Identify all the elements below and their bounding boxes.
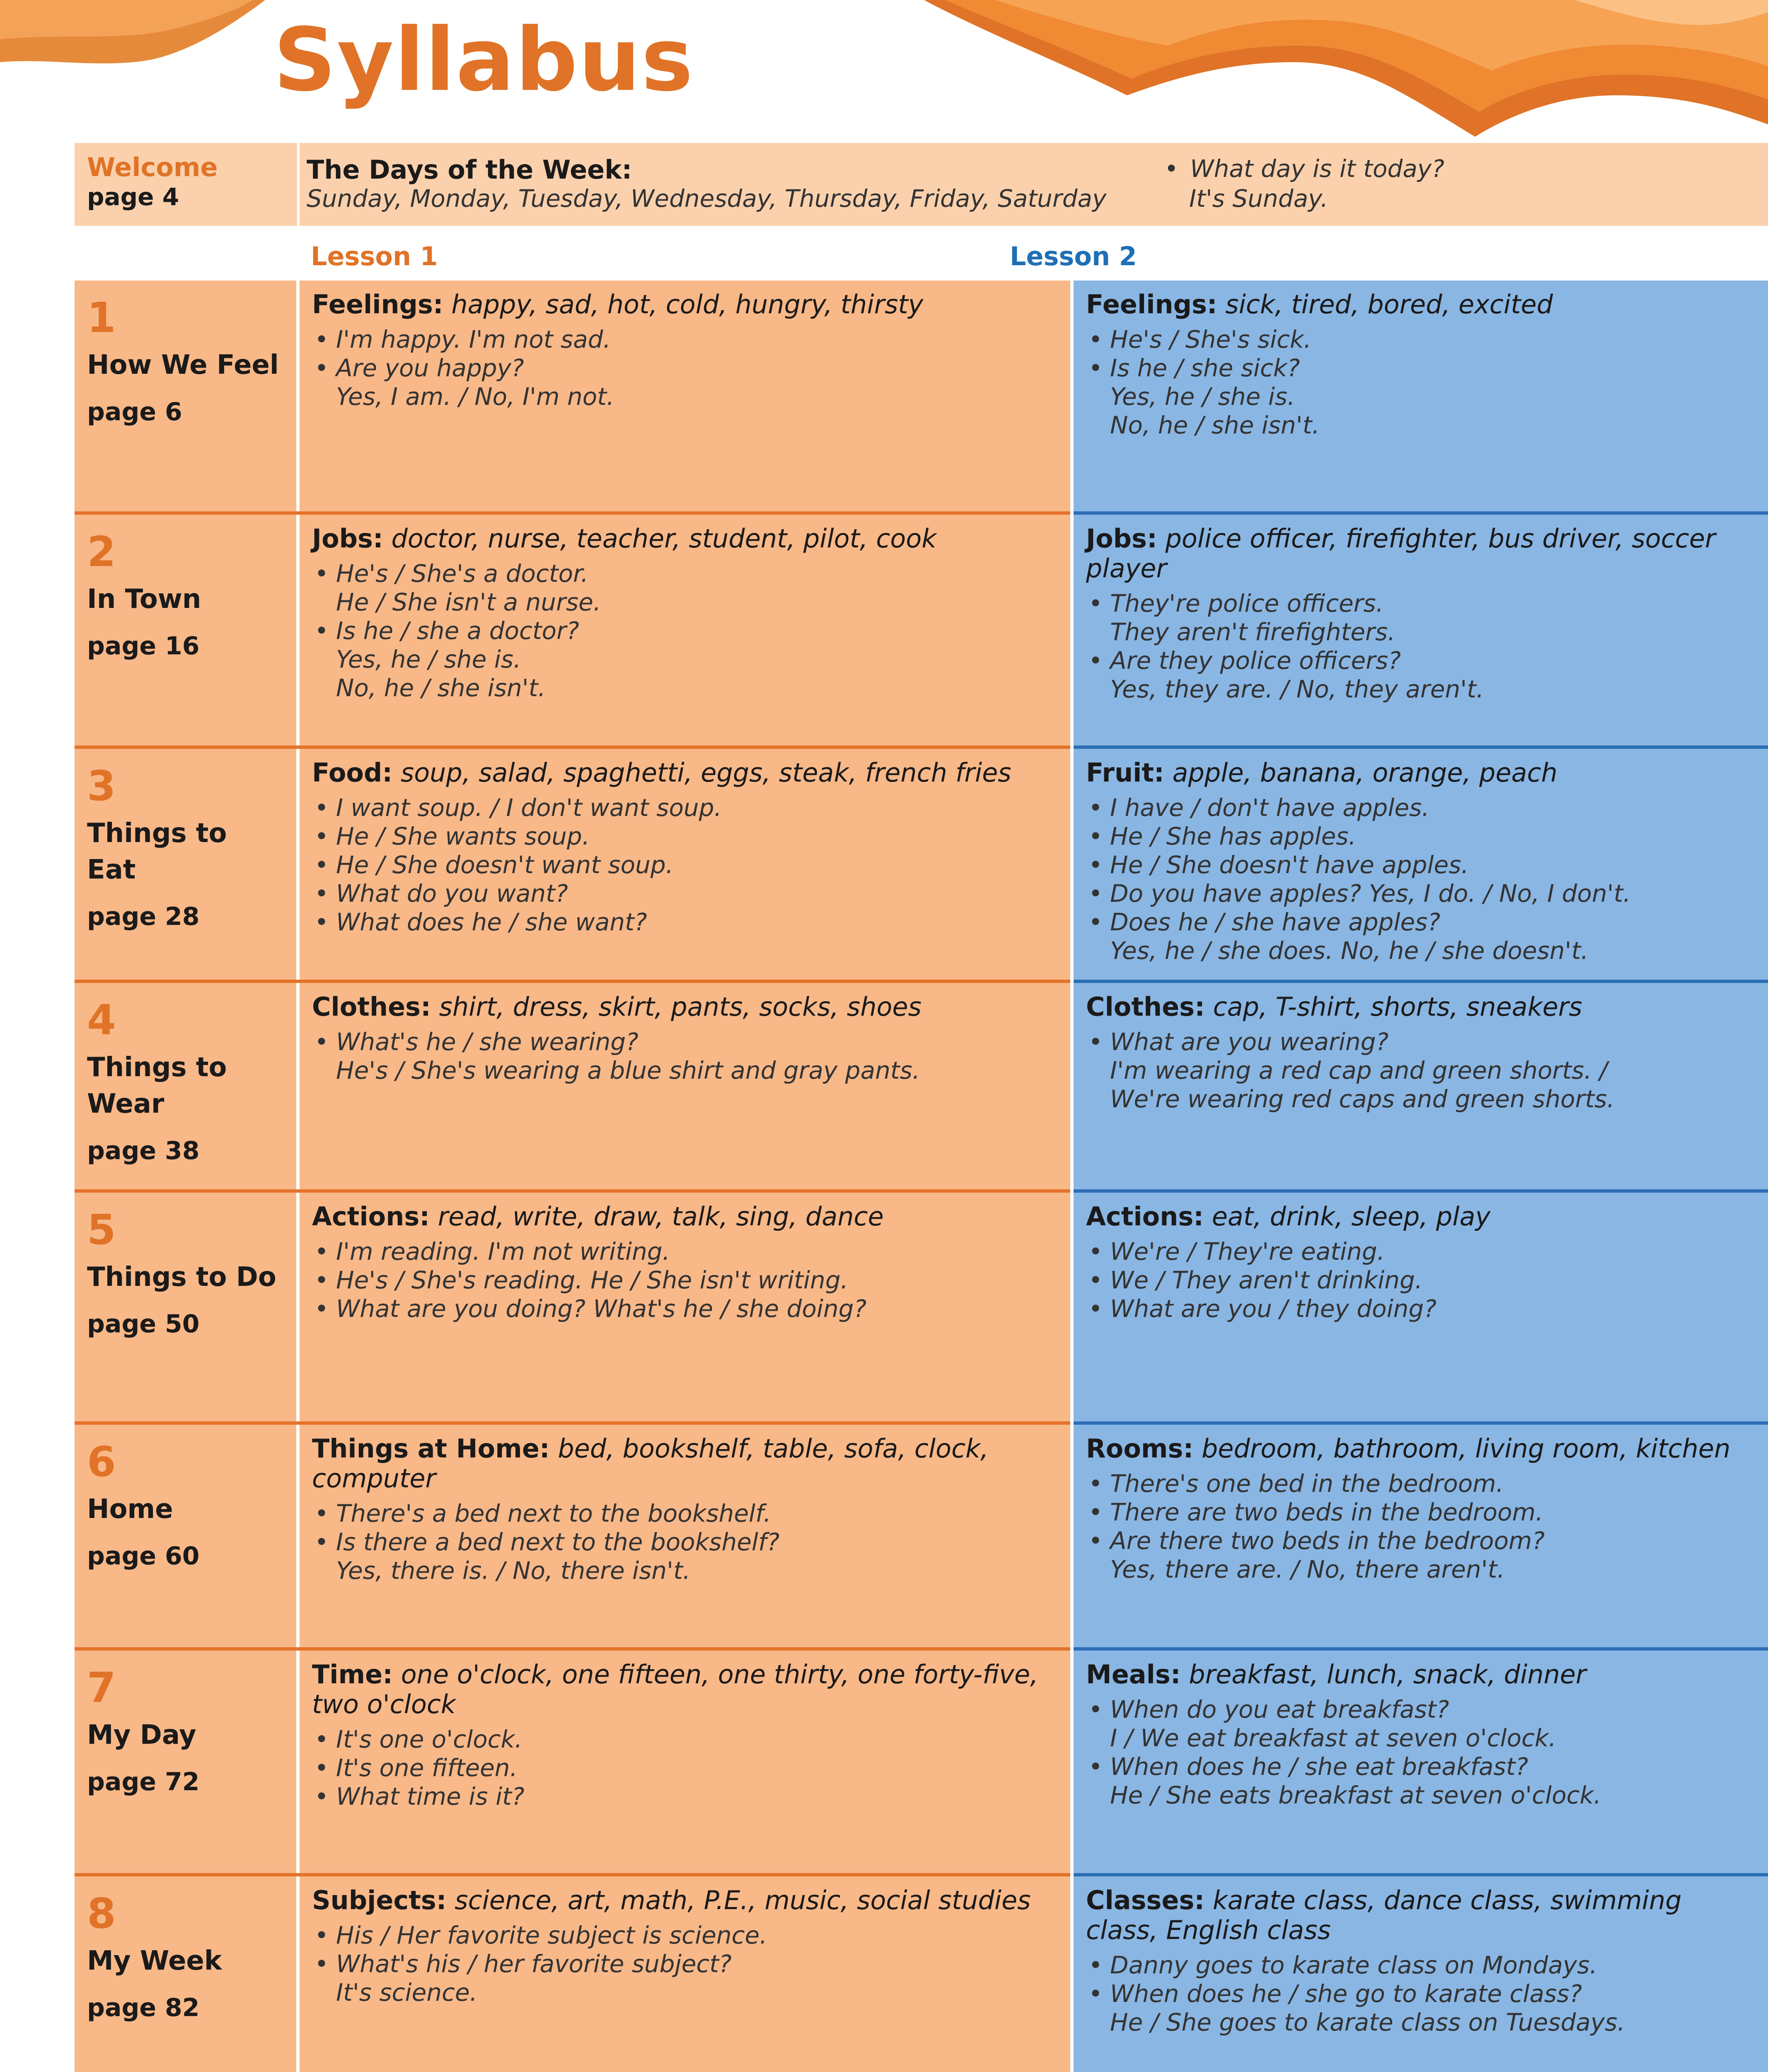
bullet-icon: • <box>314 1950 329 1978</box>
language-item <box>1086 879 1756 908</box>
language-line: We / They aren't drinking. <box>1110 1266 1423 1294</box>
lesson1-cell <box>300 749 1070 980</box>
language-item <box>312 559 1058 617</box>
unit-page: page 72 <box>87 1767 200 1796</box>
language-item <box>312 794 1058 822</box>
lesson1-cell <box>300 1425 1070 1647</box>
language-line: He's / She's sick. <box>1110 325 1311 353</box>
language-line: Is he / she a doctor? <box>336 617 579 645</box>
unit-title: My Day <box>87 1720 196 1750</box>
row-divider <box>1074 746 1768 749</box>
lesson1-cell <box>300 1651 1070 1873</box>
page-title: Syllabus <box>273 9 694 111</box>
language-item <box>312 354 1058 411</box>
language-line: He / She wants soup. <box>336 822 590 850</box>
lesson2-header: Lesson 2 <box>1010 241 1137 271</box>
language-item <box>312 1266 1058 1295</box>
language-line: He / She goes to karate class on Tuesdays. <box>1110 2008 1625 2036</box>
language-line: Yes, he / she is. <box>336 645 521 673</box>
language-item <box>1086 354 1756 440</box>
bullet-icon: • <box>314 1725 329 1753</box>
language-line: Yes, there are. / No, there aren't. <box>1110 1555 1505 1583</box>
row-divider <box>1074 980 1768 983</box>
language-line: It's one fifteen. <box>336 1754 518 1782</box>
language-item <box>312 908 1058 937</box>
language-line: What are you doing? What's he / she doing? <box>336 1295 867 1323</box>
welcome-topic-label: The Days of the Week: <box>307 155 632 185</box>
unit-page: page 6 <box>87 397 182 426</box>
row-divider <box>75 980 1070 983</box>
language-item <box>312 822 1058 851</box>
language-list <box>312 1028 1058 1085</box>
language-line: He / She has apples. <box>1110 822 1356 850</box>
vocab-label: Rooms: <box>1086 1433 1194 1464</box>
vocab-heading <box>1086 524 1756 583</box>
vocab-label: Actions: <box>312 1201 430 1232</box>
language-line: Are there two beds in the bedroom? <box>1110 1527 1545 1555</box>
vocab-words: bed, bookshelf, table, sofa, clock, computer <box>312 1433 989 1493</box>
vocab-label: Feelings: <box>312 289 443 320</box>
language-line: They aren't firefighters. <box>1110 618 1396 646</box>
bullet-icon: • <box>314 1921 329 1949</box>
vocab-heading <box>312 1660 1058 1719</box>
welcome-answer: It's Sunday. <box>1189 184 1328 213</box>
bullet-icon: • <box>314 794 329 822</box>
unit-info-cell <box>75 1651 296 1873</box>
language-line: What time is it? <box>336 1782 525 1811</box>
welcome-question: • What day is it today? <box>1164 155 1444 183</box>
language-line: He's / She's reading. He / She isn't writing. <box>336 1266 849 1294</box>
unit-page: page 28 <box>87 902 200 931</box>
bullet-icon: • <box>314 354 329 382</box>
lesson2-cell <box>1074 515 1768 746</box>
vocab-heading <box>312 524 1058 554</box>
language-item <box>1086 589 1756 646</box>
language-item <box>1086 1469 1756 1498</box>
language-line: I'm reading. I'm not writing. <box>336 1237 670 1266</box>
bullet-icon: • <box>1088 1295 1103 1323</box>
vocab-words: police officer, firefighter, bus driver, soccer player <box>1086 523 1716 583</box>
vocab-label: Things at Home: <box>312 1433 550 1464</box>
language-item <box>312 325 1058 354</box>
welcome-days: Sunday, Monday, Tuesday, Wednesday, Thursday, Friday, Saturday <box>307 184 1107 213</box>
bullet-icon: • <box>314 1528 329 1556</box>
bullet-icon: • <box>1088 1266 1103 1294</box>
unit-number: 6 <box>87 1438 116 1486</box>
lesson2-cell <box>1074 749 1768 980</box>
language-line: When does he / she eat breakfast? <box>1110 1752 1529 1781</box>
unit-title: How We Feel <box>87 350 279 380</box>
unit-info-cell <box>75 515 296 746</box>
bullet-icon: • <box>314 1295 329 1323</box>
unit-number: 4 <box>87 996 116 1044</box>
language-list <box>312 1725 1058 1811</box>
row-divider <box>75 1873 1070 1876</box>
bullet-icon: • <box>314 1782 329 1811</box>
language-list <box>1086 1469 1756 1584</box>
welcome-label: Welcome <box>87 152 218 182</box>
unit-title: Home <box>87 1494 173 1525</box>
language-list <box>1086 1237 1756 1323</box>
vocab-heading <box>312 992 1058 1022</box>
language-line: Are you happy? <box>336 354 524 382</box>
bullet-icon: • <box>1088 1527 1103 1555</box>
vocab-words: eat, drink, sleep, play <box>1212 1201 1491 1232</box>
language-line: What do you want? <box>336 879 568 908</box>
vocab-heading <box>1086 1886 1756 1945</box>
language-list <box>1086 1951 1756 2037</box>
vocab-heading <box>312 290 1058 320</box>
language-item <box>1086 325 1756 354</box>
vocab-label: Classes: <box>1086 1885 1205 1915</box>
bullet-icon: • <box>314 1499 329 1527</box>
bullet-icon: • <box>1088 589 1103 617</box>
unit-title: Things to Eat <box>87 818 227 885</box>
vocab-label: Subjects: <box>312 1885 447 1915</box>
language-item <box>1086 1951 1756 1980</box>
language-line: He's / She's a doctor. <box>336 559 589 588</box>
vocab-heading <box>1086 1202 1756 1232</box>
language-line: When does he / she go to karate class? <box>1110 1980 1582 2008</box>
language-line: He / She doesn't have apples. <box>1110 851 1469 879</box>
bullet-icon: • <box>314 851 329 879</box>
lesson1-cell <box>300 983 1070 1189</box>
vocab-label: Fruit: <box>1086 758 1164 788</box>
language-line: Yes, he / she does. No, he / she doesn't. <box>1110 937 1589 965</box>
language-item <box>312 1295 1058 1323</box>
language-line: I'm wearing a red cap and green shorts. / <box>1110 1056 1608 1084</box>
language-item <box>1086 794 1756 822</box>
lesson1-cell <box>300 1876 1070 2072</box>
bullet-icon: • <box>1088 1752 1103 1781</box>
vocab-heading <box>1086 758 1756 788</box>
unit-number: 7 <box>87 1663 116 1712</box>
bullet-icon: • <box>314 822 329 850</box>
language-line: There's one bed in the bedroom. <box>1110 1469 1504 1498</box>
bullet-icon: • <box>1088 1469 1103 1498</box>
bullet-icon: • <box>1088 1237 1103 1266</box>
language-line: It's one o'clock. <box>336 1725 522 1753</box>
language-item <box>312 1528 1058 1585</box>
bullet-icon: • <box>314 879 329 908</box>
language-item <box>312 1028 1058 1085</box>
vocab-words: one o'clock, one fifteen, one thirty, one forty-five, two o'clock <box>312 1659 1038 1719</box>
language-line: I'm happy. I'm not sad. <box>336 325 611 353</box>
language-item <box>1086 1695 1756 1752</box>
welcome-divider <box>297 143 300 226</box>
unit-page: page 82 <box>87 1993 200 2022</box>
vocab-words: apple, banana, orange, peach <box>1172 758 1558 788</box>
unit-number: 1 <box>87 293 116 342</box>
language-line: What are you / they doing? <box>1110 1295 1437 1323</box>
bullet-icon: • <box>1088 1695 1103 1723</box>
vocab-heading <box>1086 1434 1756 1464</box>
bullet-icon: • <box>314 1237 329 1266</box>
language-line: Danny goes to karate class on Mondays. <box>1110 1951 1597 1979</box>
bullet-icon: • <box>1088 822 1103 850</box>
language-line: He's / She's wearing a blue shirt and gray pants. <box>336 1056 920 1084</box>
language-line: He / She doesn't want soup. <box>336 851 674 879</box>
unit-info-cell <box>75 749 296 980</box>
row-divider <box>1074 1189 1768 1193</box>
language-line: There's a bed next to the bookshelf. <box>336 1499 771 1527</box>
language-list <box>312 1237 1058 1323</box>
language-line: When do you eat breakfast? <box>1110 1695 1449 1723</box>
unit-title: Things to Do <box>87 1262 276 1293</box>
language-item <box>1086 908 1756 965</box>
bullet-icon: • <box>1088 851 1103 879</box>
lesson2-cell <box>1074 1876 1768 2072</box>
language-line: Yes, they are. / No, they aren't. <box>1110 675 1484 703</box>
unit-page: page 38 <box>87 1136 200 1165</box>
language-line: No, he / she isn't. <box>1110 411 1320 439</box>
language-line: There are two beds in the bedroom. <box>1110 1498 1543 1526</box>
vocab-words: breakfast, lunch, snack, dinner <box>1189 1659 1587 1690</box>
vocab-heading <box>312 1434 1058 1493</box>
bullet-icon: • <box>1088 646 1103 675</box>
row-divider <box>75 1647 1070 1651</box>
language-line: What's he / she wearing? <box>336 1028 639 1056</box>
lesson2-cell <box>1074 1193 1768 1421</box>
language-item <box>312 1237 1058 1266</box>
bullet-icon: • <box>1088 794 1103 822</box>
language-line: I have / don't have apples. <box>1110 794 1429 822</box>
unit-title: Things to Wear <box>87 1052 227 1119</box>
vocab-label: Time: <box>312 1659 393 1690</box>
welcome-page: page 4 <box>87 183 179 211</box>
unit-number: 3 <box>87 762 116 810</box>
unit-number: 8 <box>87 1889 116 1938</box>
language-line: Is he / she sick? <box>1110 354 1300 382</box>
language-line: It's science. <box>336 1978 478 2007</box>
vocab-heading <box>312 758 1058 788</box>
bullet-icon: • <box>1088 908 1103 936</box>
language-line: He / She eats breakfast at seven o'clock. <box>1110 1781 1601 1809</box>
language-item <box>1086 1266 1756 1295</box>
language-line: What does he / she want? <box>336 908 647 936</box>
bullet-icon: • <box>1088 1980 1103 2008</box>
language-line: His / Her favorite subject is science. <box>336 1921 767 1949</box>
vocab-words: bedroom, bathroom, living room, kitchen <box>1201 1433 1731 1464</box>
language-item <box>1086 851 1756 879</box>
vocab-words: happy, sad, hot, cold, hungry, thirsty <box>451 289 924 320</box>
row-divider <box>75 746 1070 749</box>
bullet-icon: • <box>1088 879 1103 908</box>
vocab-label: Meals: <box>1086 1659 1181 1690</box>
language-list <box>1086 325 1756 440</box>
bullet-icon: • <box>1088 354 1103 382</box>
language-list <box>312 794 1058 937</box>
vocab-label: Jobs: <box>1086 523 1157 554</box>
unit-title: My Week <box>87 1946 222 1976</box>
language-line: What are you wearing? <box>1110 1028 1389 1056</box>
decorative-header-art <box>0 0 1768 149</box>
language-item <box>1086 1237 1756 1266</box>
language-item <box>312 879 1058 908</box>
row-divider <box>1074 511 1768 515</box>
language-item <box>312 851 1058 879</box>
language-item <box>1086 1980 1756 2037</box>
unit-number: 5 <box>87 1205 116 1254</box>
lesson1-header: Lesson 1 <box>311 241 438 271</box>
unit-info-cell <box>75 983 296 1189</box>
bullet-icon: • <box>314 617 329 645</box>
language-line: Yes, I am. / No, I'm not. <box>336 382 614 411</box>
language-line: Yes, he / she is. <box>1110 382 1295 411</box>
vocab-heading <box>312 1886 1058 1915</box>
language-line: Are they police officers? <box>1110 646 1401 675</box>
language-item <box>312 1725 1058 1754</box>
language-list <box>312 559 1058 702</box>
language-list <box>1086 1695 1756 1810</box>
language-item <box>312 1782 1058 1811</box>
vocab-label: Clothes: <box>1086 992 1205 1022</box>
row-divider <box>1074 1647 1768 1651</box>
language-item <box>1086 1527 1756 1584</box>
language-item <box>312 1950 1058 2007</box>
vocab-words: shirt, dress, skirt, pants, socks, shoes <box>439 992 921 1022</box>
lesson2-cell <box>1074 1651 1768 1873</box>
vocab-heading <box>1086 1660 1756 1690</box>
language-line: We're / They're eating. <box>1110 1237 1385 1266</box>
vocab-words: science, art, math, P.E., music, social studies <box>455 1885 1031 1915</box>
unit-title: In Town <box>87 584 201 615</box>
lesson1-cell <box>300 515 1070 746</box>
language-list <box>1086 589 1756 704</box>
language-line: What's his / her favorite subject? <box>336 1950 732 1978</box>
language-line: I want soup. / I don't want soup. <box>336 794 722 822</box>
language-line: No, he / she isn't. <box>336 674 546 702</box>
bullet-icon: • <box>314 1266 329 1294</box>
vocab-words: karate class, dance class, swimming class, English class <box>1086 1885 1682 1945</box>
row-divider <box>75 1421 1070 1425</box>
language-list <box>312 1921 1058 2007</box>
language-item <box>1086 1752 1756 1810</box>
bullet-icon: • <box>1088 1498 1103 1526</box>
language-item <box>1086 646 1756 704</box>
vocab-words: read, write, draw, talk, sing, dance <box>438 1201 884 1232</box>
language-item <box>1086 1498 1756 1527</box>
bullet-icon: • <box>314 1754 329 1782</box>
vocab-label: Actions: <box>1086 1201 1204 1232</box>
welcome-row <box>75 143 1768 226</box>
vocab-label: Jobs: <box>312 523 383 554</box>
bullet-icon: • <box>314 908 329 936</box>
lesson1-cell <box>300 281 1070 511</box>
unit-info-cell <box>75 281 296 511</box>
vocab-words: doctor, nurse, teacher, student, pilot, cook <box>391 523 937 554</box>
vocab-heading <box>1086 992 1756 1022</box>
bullet-icon: • <box>1088 1028 1103 1056</box>
language-line: I / We eat breakfast at seven o'clock. <box>1110 1724 1556 1752</box>
row-divider <box>75 1189 1070 1193</box>
language-line: Do you have apples? Yes, I do. / No, I don't. <box>1110 879 1631 908</box>
vocab-words: soup, salad, spaghetti, eggs, steak, french fries <box>400 758 1011 788</box>
language-item <box>312 1499 1058 1528</box>
language-line: Yes, there is. / No, there isn't. <box>336 1556 691 1585</box>
vocab-label: Feelings: <box>1086 289 1217 320</box>
language-item <box>312 1921 1058 1950</box>
lesson2-cell <box>1074 1425 1768 1647</box>
lesson2-cell <box>1074 983 1768 1189</box>
row-divider <box>1074 1873 1768 1876</box>
vocab-words: sick, tired, bored, excited <box>1225 289 1553 320</box>
language-line: He / She isn't a nurse. <box>336 588 601 616</box>
language-list <box>312 325 1058 411</box>
language-line: They're police officers. <box>1110 589 1384 617</box>
bullet-icon: • <box>1088 1951 1103 1979</box>
unit-page: page 50 <box>87 1310 200 1339</box>
language-item <box>1086 822 1756 851</box>
language-list <box>1086 794 1756 965</box>
bullet-icon: • <box>314 559 329 588</box>
unit-info-cell <box>75 1876 296 2072</box>
language-item <box>1086 1295 1756 1323</box>
language-list <box>1086 1028 1756 1113</box>
language-line: Does he / she have apples? <box>1110 908 1441 936</box>
vocab-heading <box>1086 290 1756 320</box>
unit-page: page 60 <box>87 1542 200 1571</box>
unit-info-cell <box>75 1193 296 1421</box>
vocab-heading <box>312 1202 1058 1232</box>
language-item <box>312 1754 1058 1782</box>
row-divider <box>1074 1421 1768 1425</box>
row-divider <box>75 511 1070 515</box>
language-line: We're wearing red caps and green shorts. <box>1110 1085 1615 1113</box>
unit-info-cell <box>75 1425 296 1647</box>
vocab-words: cap, T-shirt, shorts, sneakers <box>1213 992 1582 1022</box>
lesson1-cell <box>300 1193 1070 1421</box>
unit-page: page 16 <box>87 632 200 661</box>
bullet-icon: • <box>1088 325 1103 353</box>
language-line: Is there a bed next to the bookshelf? <box>336 1528 780 1556</box>
bullet-icon: • <box>314 325 329 353</box>
lesson2-cell <box>1074 281 1768 511</box>
language-item <box>1086 1028 1756 1113</box>
vocab-label: Food: <box>312 758 393 788</box>
language-item <box>312 617 1058 702</box>
vocab-label: Clothes: <box>312 992 431 1022</box>
language-list <box>312 1499 1058 1585</box>
unit-number: 2 <box>87 528 116 576</box>
bullet-icon: • <box>314 1028 329 1056</box>
